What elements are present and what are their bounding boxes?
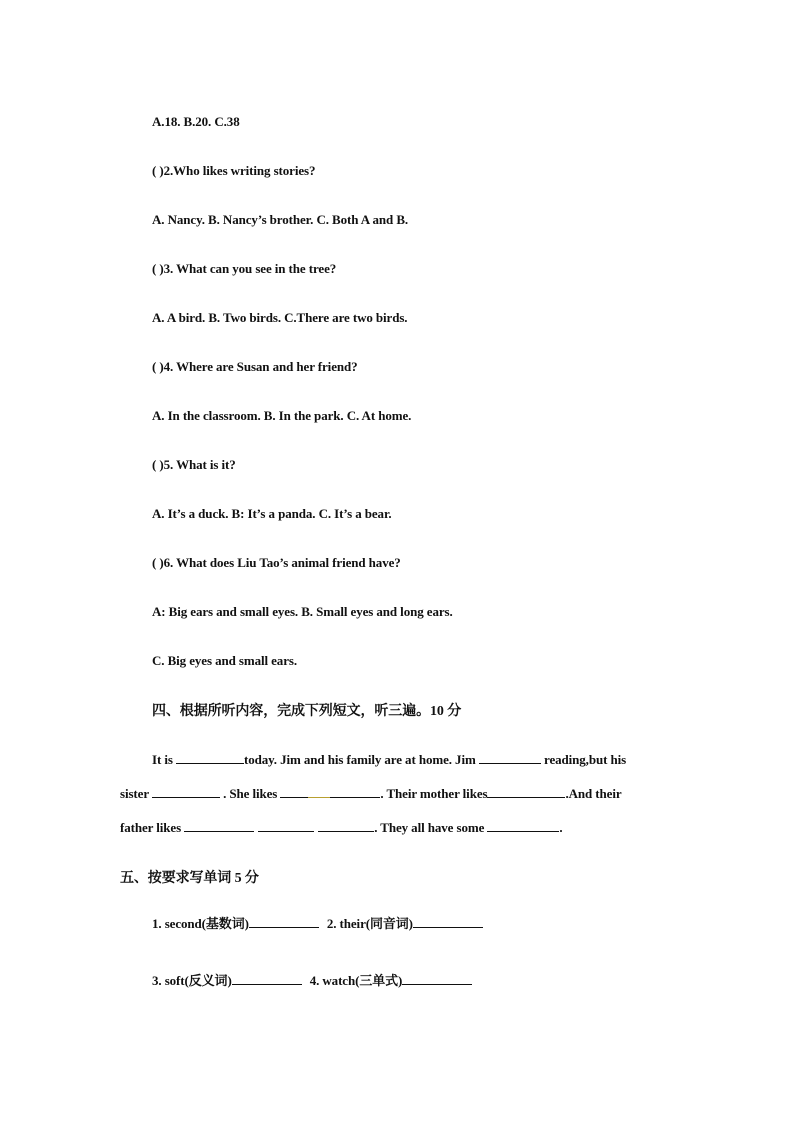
- text-segment: . She likes: [219, 786, 281, 801]
- question-text: 3. What can you see in the tree?: [163, 261, 337, 276]
- answer-paren[interactable]: ( ): [152, 457, 164, 472]
- fill-blank[interactable]: [176, 751, 244, 764]
- text-segment: today. Jim and his family are at home. Jim: [243, 752, 479, 767]
- text-segment: It is: [152, 752, 176, 767]
- section4-title: 四、根据所听内容，完成下列短文，听三遍。10 分: [152, 704, 462, 719]
- q5-line: [152, 457, 236, 473]
- q1-options: A.18. B.20. C.38: [152, 114, 240, 129]
- answer-paren[interactable]: ( ): [152, 359, 164, 374]
- section4-paragraph-line1: [152, 751, 626, 768]
- section4-paragraph-line2: [120, 785, 622, 802]
- q5-options: A. It’s a duck. B: It’s a panda. C. It’s a bear.: [152, 506, 392, 521]
- text-segment: sister: [120, 786, 152, 801]
- question-text: 2.Who likes writing stories?: [163, 163, 316, 178]
- text-segment: reading,but his: [540, 752, 627, 767]
- section5-row2: [152, 970, 472, 989]
- fill-blank[interactable]: [280, 785, 308, 798]
- question-text: 4. Where are Susan and her friend?: [163, 359, 358, 374]
- text-segment: father likes: [120, 820, 185, 835]
- word-prompt: 4. watch(三单式): [309, 973, 403, 988]
- question-text: 6. What does Liu Tao’s animal friend have?: [163, 555, 401, 570]
- fill-blank[interactable]: [402, 972, 472, 985]
- q6-line: [152, 555, 401, 571]
- fill-blank[interactable]: [318, 819, 374, 832]
- q2-options: A. Nancy. B. Nancy’s brother. C. Both A and B.: [152, 212, 409, 227]
- text-segment: . They all have some: [374, 820, 488, 835]
- q4-options: A. In the classroom. B. In the park. C. At home.: [152, 408, 412, 423]
- fill-blank[interactable]: [487, 785, 565, 798]
- fill-blank[interactable]: [330, 785, 380, 798]
- section4-paragraph-line3: [120, 819, 563, 836]
- text-segment: .: [559, 820, 563, 835]
- section5-row1: [152, 913, 483, 932]
- fill-blank[interactable]: [184, 819, 254, 832]
- q3-line: [152, 261, 336, 277]
- q6-options-ab: A: Big ears and small eyes. B. Small eyes and long ears.: [152, 604, 453, 619]
- fill-blank[interactable]: [258, 819, 314, 832]
- q4-line: [152, 359, 358, 375]
- text-segment: .And their: [565, 786, 622, 801]
- word-prompt: 2. their(同音词): [326, 916, 413, 931]
- answer-paren[interactable]: ( ): [152, 555, 164, 570]
- fill-blank[interactable]: [479, 751, 541, 764]
- fill-blank[interactable]: [232, 972, 302, 985]
- fill-blank[interactable]: [249, 915, 319, 928]
- fill-blank[interactable]: [413, 915, 483, 928]
- text-segment: . Their mother likes: [380, 786, 488, 801]
- word-prompt: 1. second(基数词): [152, 916, 249, 931]
- q2-line: [152, 163, 315, 179]
- question-text: 5. What is it?: [163, 457, 236, 472]
- q3-options: A. A bird. B. Two birds. C.There are two birds.: [152, 310, 408, 325]
- word-prompt: 3. soft(反义词): [152, 973, 232, 988]
- answer-paren[interactable]: ( ): [152, 261, 164, 276]
- answer-paren[interactable]: ( ): [152, 163, 164, 178]
- fill-blank[interactable]: [308, 785, 330, 798]
- fill-blank[interactable]: [487, 819, 559, 832]
- fill-blank[interactable]: [152, 785, 220, 798]
- section5-title: 五、按要求写单词 5 分: [120, 871, 259, 886]
- q6-options-c: C. Big eyes and small ears.: [152, 653, 297, 668]
